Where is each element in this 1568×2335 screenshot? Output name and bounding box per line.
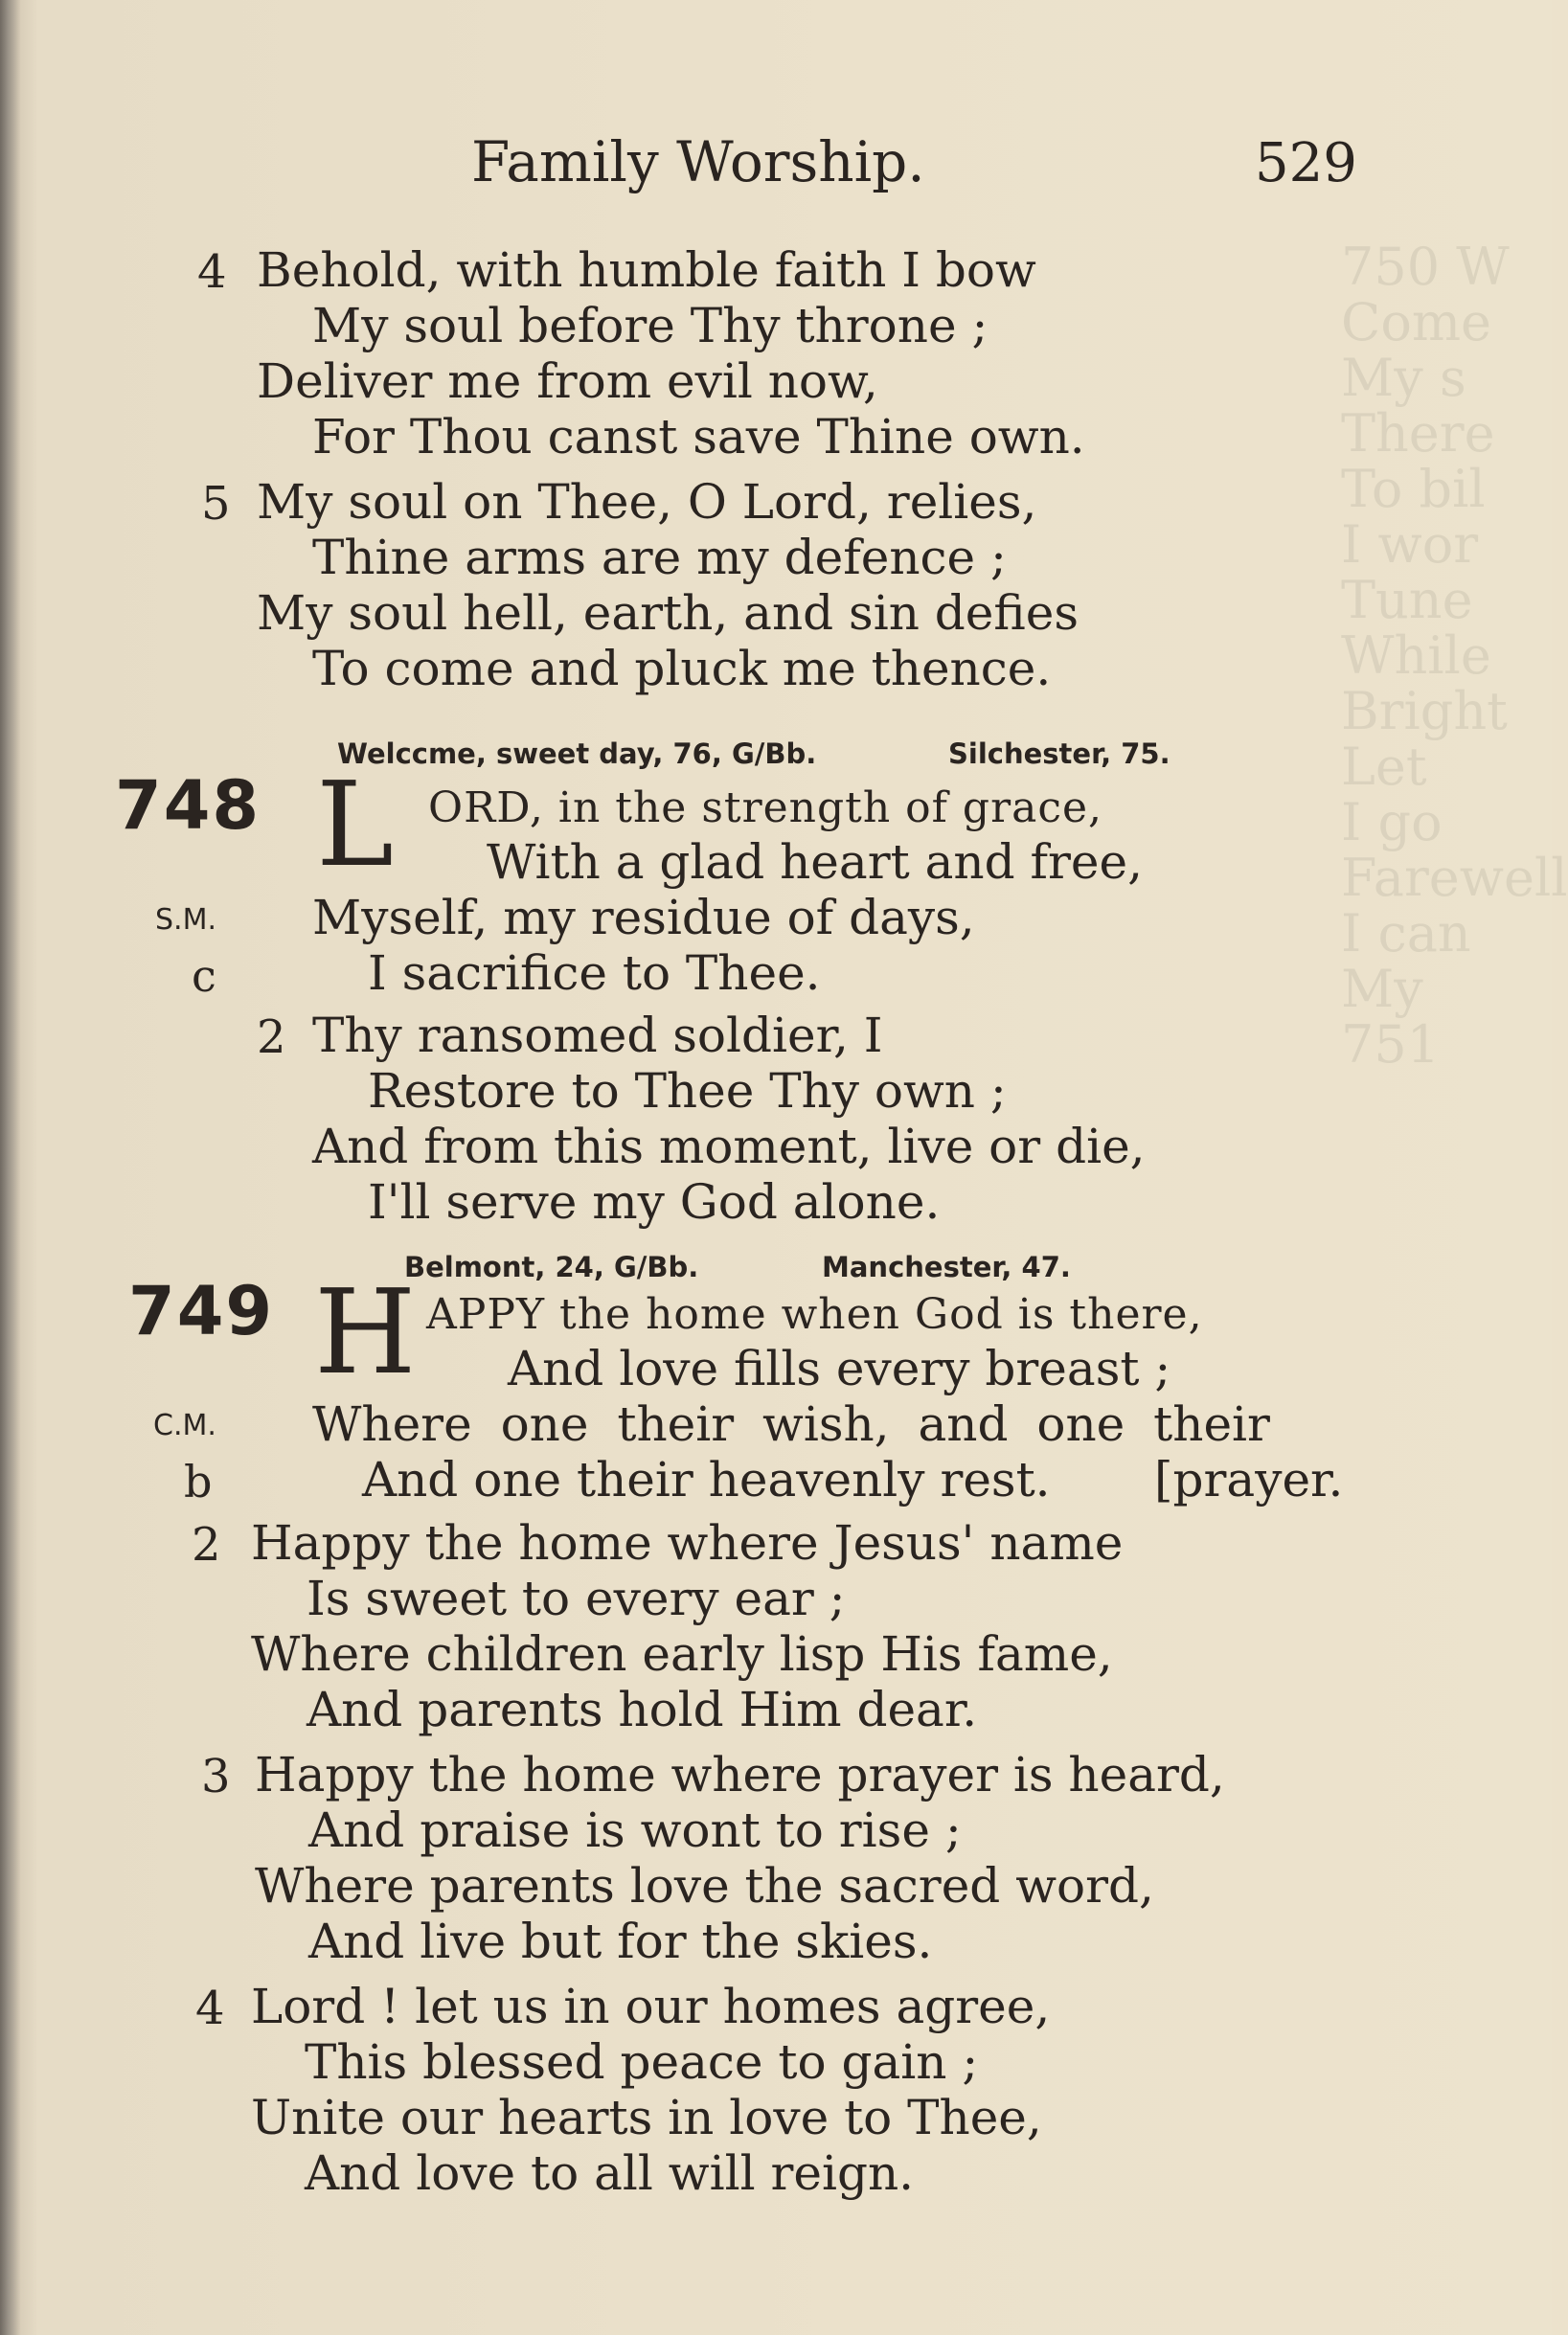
verse-line: Deliver me from evil now, [257, 353, 878, 409]
verse-line: Where one their wish, and one their [312, 1396, 1270, 1452]
verse-line: With a glad heart and free, [487, 834, 1143, 890]
drop-cap: L [316, 757, 395, 893]
meter-label: C.M. [153, 1409, 216, 1442]
verse-line: Happy the home where prayer is heard, [255, 1747, 1225, 1802]
hymn-number: 748 [115, 766, 261, 845]
verse-line: Restore to Thee Thy own ; [368, 1063, 1007, 1119]
key-label: c [192, 950, 216, 1002]
tune-reference: Silchester, 75. [948, 737, 1170, 770]
verse-line: Myself, my residue of days, [312, 890, 975, 945]
verse-line: Where parents love the sacred word, [255, 1858, 1154, 1914]
verse-line: My soul before Thy throne ; [312, 298, 989, 353]
verse-line: Is sweet to every ear ; [307, 1571, 846, 1626]
verse-line: I sacrifice to Thee. [368, 945, 821, 1001]
verse-line: This blessed peace to gain ; [305, 2034, 979, 2090]
verse-line: For Thou canst save Thine own. [312, 409, 1085, 465]
bleed-through-text: 750 W Come My s There To bil I wor Tune While Bright Let I go Farewell I can My 751 [1341, 237, 1568, 1075]
verse-line: And one their heavenly rest. [362, 1452, 1051, 1508]
first-line: APPY the home when God is there, [426, 1290, 1203, 1339]
verse-line: I'll serve my God alone. [368, 1174, 941, 1230]
verse-line: Happy the home where Jesus' name [251, 1515, 1124, 1571]
hymn-number: 749 [128, 1272, 275, 1350]
verse-line: Behold, with humble faith I bow [257, 242, 1036, 298]
page-number: 529 [1255, 132, 1357, 194]
verse-number: 5 [201, 477, 231, 531]
verse-line: Thine arms are my defence ; [312, 530, 1007, 585]
drop-cap: H [314, 1264, 417, 1400]
verse-number: 2 [192, 1518, 221, 1572]
turnover-word: [prayer. [1154, 1452, 1344, 1508]
verse-line: Thy ransomed soldier, I [312, 1008, 883, 1063]
tune-reference: Welccme, sweet day, 76, G/Bb. [337, 737, 817, 770]
verse-line: My soul hell, earth, and sin defies [257, 585, 1079, 641]
tune-reference: Manchester, 47. [822, 1251, 1071, 1283]
verse-number: 2 [257, 1010, 286, 1064]
verse-line: Unite our hearts in love to Thee, [251, 2090, 1042, 2145]
verse-line: Lord ! let us in our homes agree, [251, 1979, 1051, 2034]
verse-line: To come and pluck me thence. [312, 641, 1052, 696]
tune-reference: Belmont, 24, G/Bb. [404, 1251, 699, 1283]
verse-line: My soul on Thee, O Lord, relies, [257, 474, 1037, 530]
verse-line: And praise is wont to rise ; [308, 1802, 962, 1858]
verse-line: And from this moment, live or die, [312, 1119, 1146, 1174]
verse-line: And parents hold Him dear. [307, 1682, 978, 1737]
gutter-shadow [0, 0, 21, 2335]
verse-line: And love to all will reign. [305, 2145, 915, 2201]
verse-line: And love fills every breast ; [508, 1341, 1171, 1396]
first-line: ORD, in the strength of grace, [428, 783, 1103, 832]
verse-number: 3 [201, 1750, 231, 1803]
running-header-title: Family Worship. [471, 129, 925, 194]
verse-line: Where children early lisp His fame, [251, 1626, 1113, 1682]
key-label: b [184, 1456, 213, 1508]
verse-line: And live but for the skies. [308, 1914, 933, 1969]
verse-number: 4 [195, 1982, 225, 2035]
meter-label: S.M. [155, 903, 216, 937]
verse-number: 4 [197, 245, 227, 299]
